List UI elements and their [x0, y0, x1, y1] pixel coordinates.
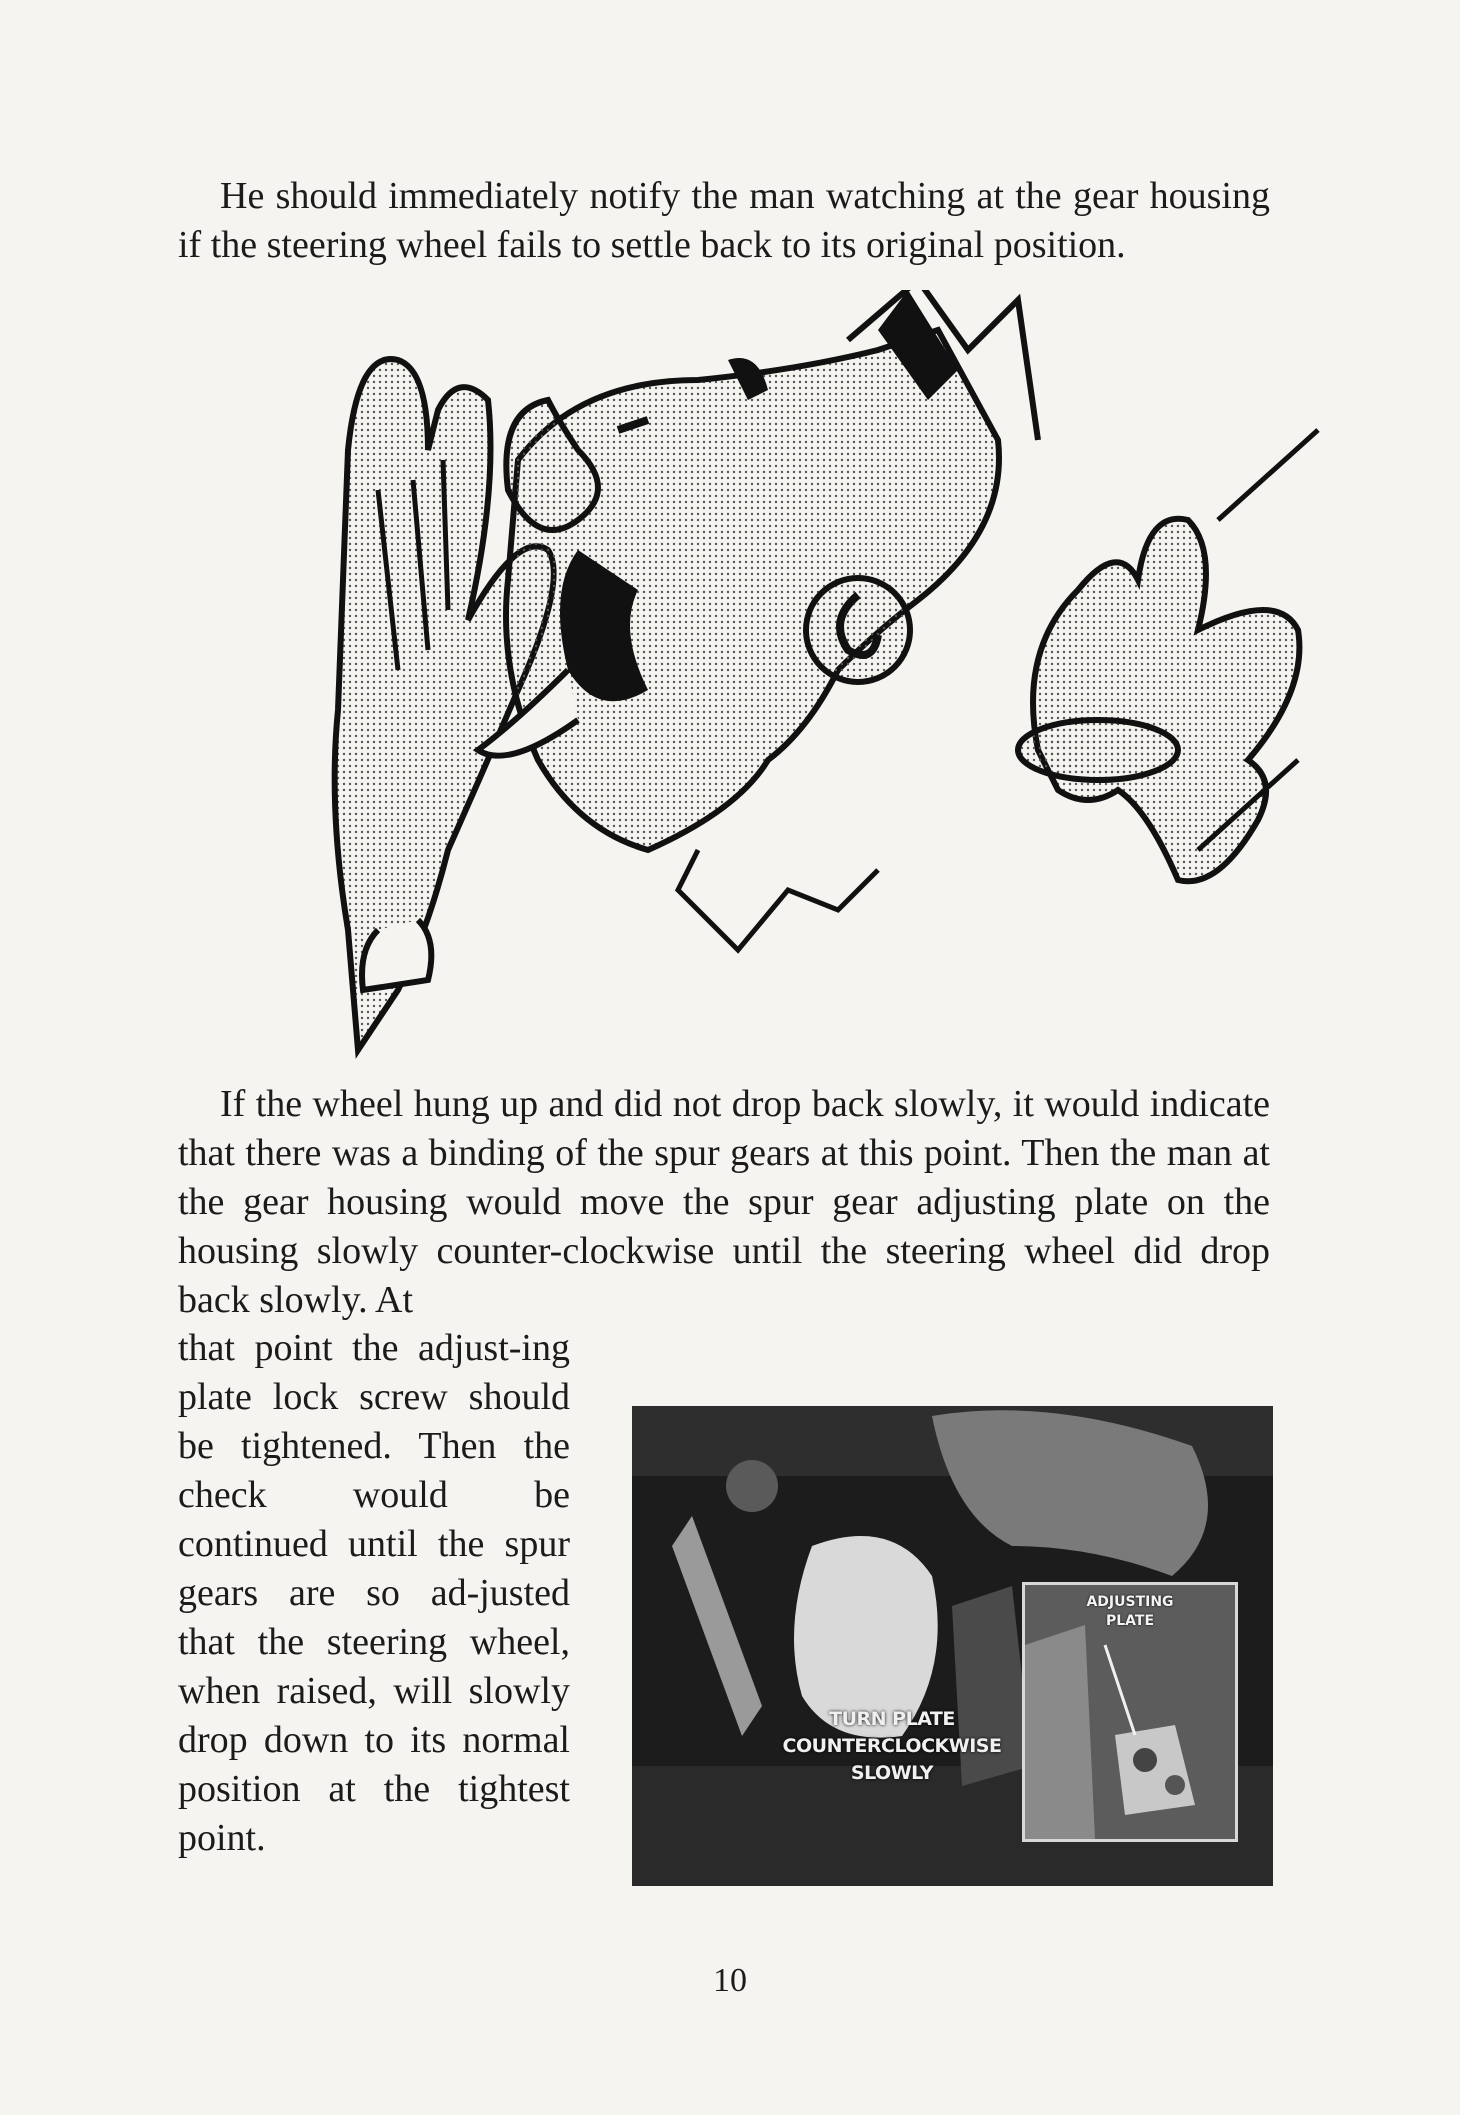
inset-label — [1025, 1593, 1235, 1631]
paragraph-lock-screw: that point the adjust-ing plate lock screw should be tightened. Then the check would be continued until the spur gears are so ad-justed that the steering wheel, when raised, will slowly drop down to its normal position at the tightest point. — [178, 1327, 570, 1859]
photo-caption — [742, 1706, 1042, 1787]
cartoon-shouting-man-illustration — [318, 290, 1328, 1060]
photo-caption-line-2: COUNTERCLOCKWISE — [782, 1735, 1002, 1757]
gear-housing-photo — [632, 1406, 1273, 1886]
inset-label-line-2: PLATE — [1105, 1613, 1155, 1629]
paragraph-wheel-hung-up: If the wheel hung up and did not drop back slowly, it would indicate that there was a binding of the spur gears at this point. Then the man at the gear housing would move the spur gear adjusting plate on the housing slowly counter-clockwise until the steering wheel did drop back slowly. At — [178, 1083, 1270, 1321]
adjusting-plate-inset — [1022, 1582, 1238, 1842]
paragraph-notify: He should immediately notify the man watching at the gear housing if the steering wheel fails to settle back to its original position. — [178, 175, 1270, 266]
inset-label-line-1: ADJUSTING — [1086, 1594, 1174, 1610]
right-hand-shape — [1033, 519, 1299, 882]
photo-caption-line-1: TURN PLATE — [829, 1708, 955, 1730]
page-number: 10 — [713, 1962, 747, 1999]
photo-caption-line-3: SLOWLY — [850, 1762, 934, 1784]
